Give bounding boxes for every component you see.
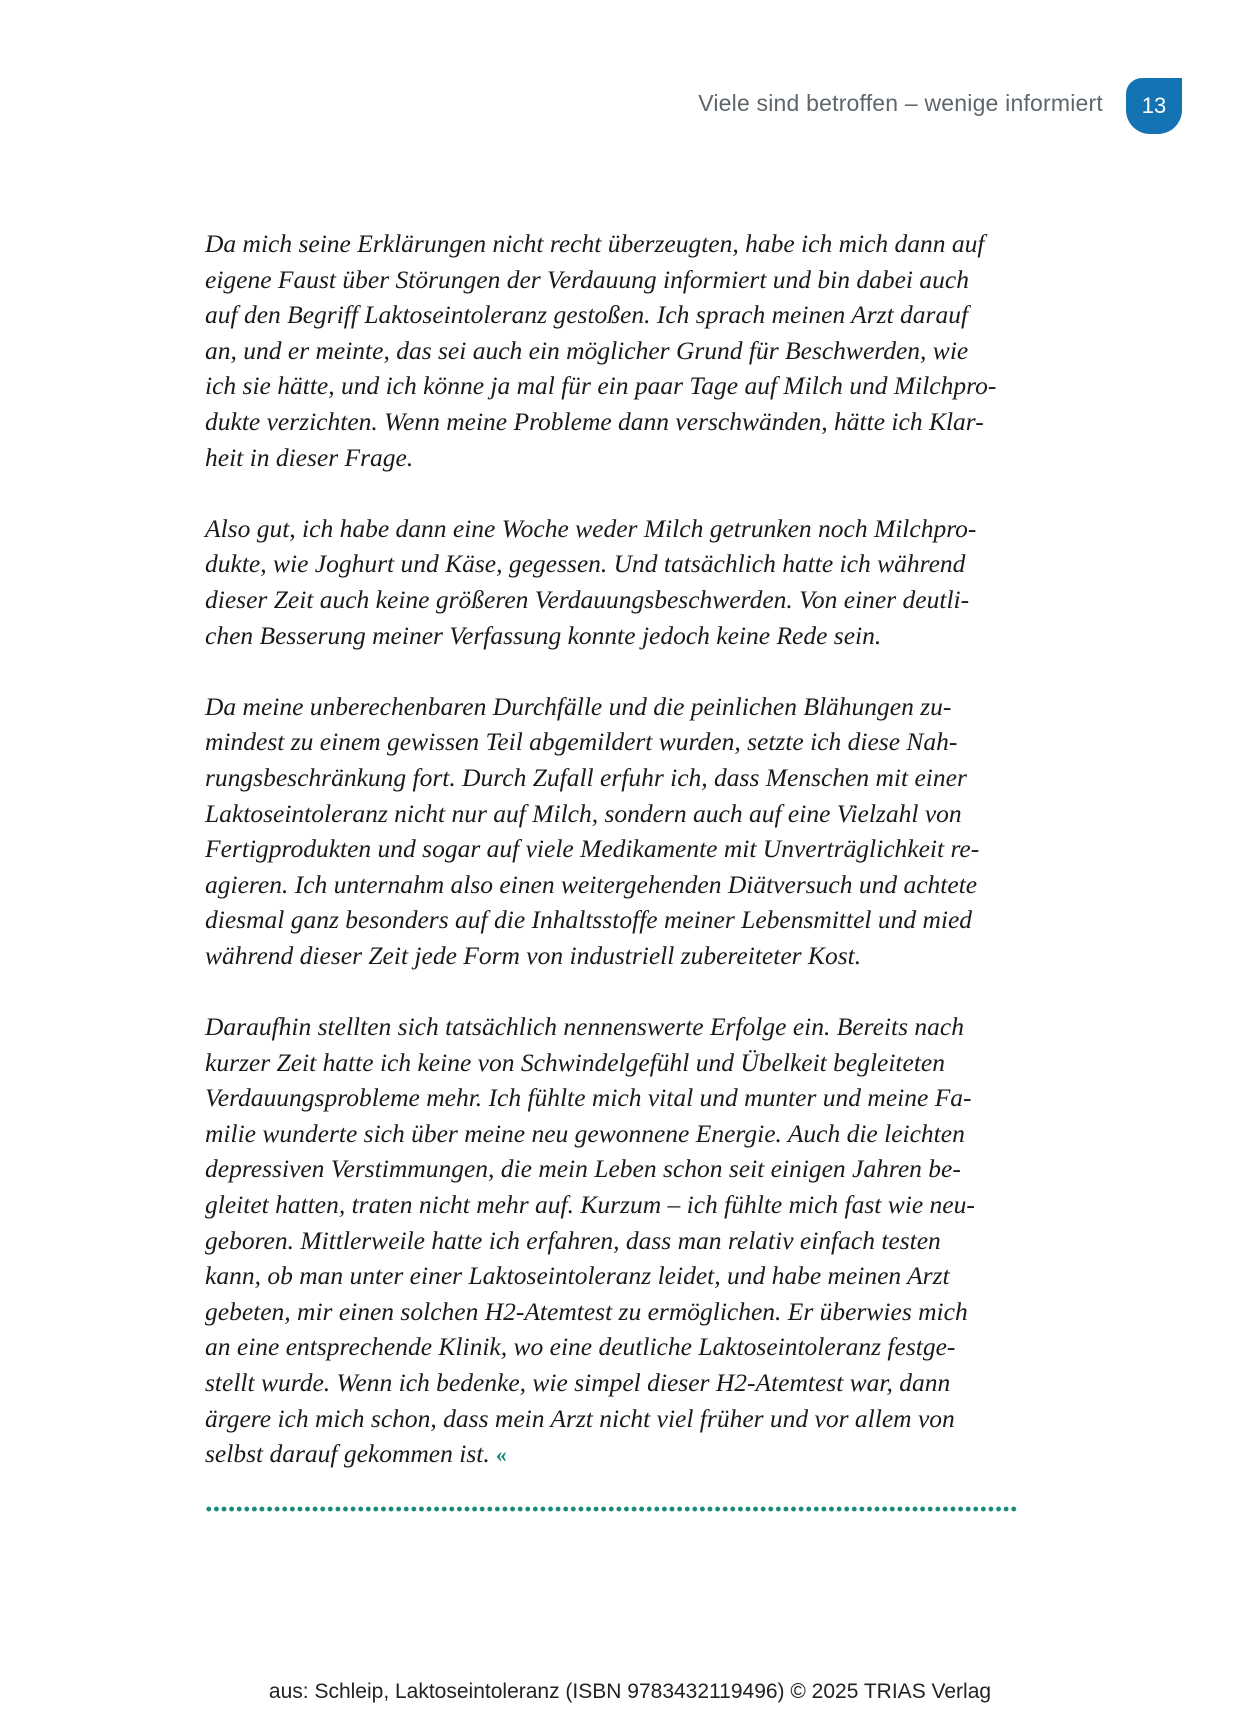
text-line: chen Besserung meiner Verfassung konnte jedoch keine Rede sein.: [205, 620, 882, 650]
text-line: mindest zu einem gewissen Teil abgemildert wurden, setzte ich diese Nah-: [205, 727, 958, 757]
text-line: dieser Zeit auch keine größeren Verdauungsbeschwerden. Von einer deutli-: [205, 584, 970, 614]
text-line: Daraufhin stellten sich tatsächlich nennenswerte Erfolge ein. Bereits nach: [205, 1012, 964, 1042]
dotted-divider: [205, 1506, 1017, 1512]
text-line: milie wunderte sich über meine neu gewonnene Energie. Auch die leichten: [205, 1118, 965, 1148]
text-line: gleitet hatten, traten nicht mehr auf. Kurzum – ich fühlte mich fast wie neu-: [205, 1190, 975, 1220]
text-line: Fertigprodukten und sogar auf viele Medikamente mit Unverträglichkeit re-: [205, 834, 980, 864]
text-line: rungsbeschränkung fort. Durch Zufall erfuhr ich, dass Menschen mit einer: [205, 762, 967, 792]
text-line: ärgere ich mich schon, dass mein Arzt nicht viel früher und vor allem von: [205, 1403, 955, 1433]
text-line: Da mich seine Erklärungen nicht recht überzeugten, habe ich mich dann auf: [205, 229, 985, 258]
text-line: Da meine unberechenbaren Durchfälle und die peinlichen Blähungen zu-: [205, 691, 952, 721]
page-number-badge: 13: [1126, 78, 1182, 134]
source-footer: aus: Schleip, Laktoseintoleranz (ISBN 9783432119496) © 2025 TRIAS Verlag: [268, 1680, 992, 1703]
text-line: agieren. Ich unternahm also einen weitergehenden Diätversuch und achtete: [205, 869, 978, 899]
text-line: auf den Begriff Laktoseintoleranz gestoßen. Ich sprach meinen Arzt darauf: [205, 300, 969, 330]
paragraph: [205, 1009, 1065, 1473]
text-line: dukte, wie Joghurt und Käse, gegessen. Und tatsächlich hatte ich während: [205, 549, 966, 579]
quote-body: [205, 226, 1065, 1508]
text-line: während dieser Zeit jede Form von industriell zubereiteter Kost.: [205, 940, 862, 970]
text-line: Laktoseintoleranz nicht nur auf Milch, sondern auch auf eine Vielzahl von: [205, 798, 962, 828]
text-line: an, und er meinte, das sei auch ein möglicher Grund für Beschwerden, wie: [205, 335, 969, 365]
text-line: Verdauungsprobleme mehr. Ich fühlte mich vital und munter und meine Fa-: [205, 1083, 972, 1113]
text-line: geboren. Mittlerweile hatte ich erfahren, dass man relativ einfach testen: [205, 1225, 941, 1255]
running-title: Viele sind betroffen – wenige informiert: [698, 90, 1103, 116]
text-line: dukte verzichten. Wenn meine Probleme dann verschwänden, hätte ich Klar-: [205, 406, 984, 436]
text-line: stellt wurde. Wenn ich bedenke, wie simpel dieser H2-Atemtest war, dann: [205, 1368, 951, 1397]
text-line: kann, ob man unter einer Laktoseintoleranz leidet, und habe meinen Arzt: [205, 1261, 950, 1291]
double-chevron-left-icon: «: [495, 1442, 507, 1468]
text-line: an eine entsprechende Klinik, wo eine deutliche Laktoseintoleranz festge-: [205, 1332, 956, 1362]
text-line: Also gut, ich habe dann eine Woche weder Milch getrunken noch Milchpro-: [205, 513, 977, 543]
text-line: kurzer Zeit hatte ich keine von Schwindelgefühl und Übelkeit begleiteten: [205, 1047, 945, 1077]
text-line: gebeten, mir einen solchen H2-Atemtest zu ermöglichen. Er überwies mich: [205, 1296, 968, 1326]
text-line: diesmal ganz besonders auf die Inhaltsstoffe meiner Lebensmittel und mied: [205, 905, 973, 935]
text-line: heit in dieser Frage.: [205, 442, 414, 472]
text-line: ich sie hätte, und ich könne ja mal für ein paar Tage auf Milch und Milchpro-: [205, 371, 997, 401]
text-line: selbst darauf gekommen ist. «: [205, 1439, 507, 1469]
paragraph: [205, 226, 1065, 475]
paragraph: [205, 511, 1065, 653]
text-line: eigene Faust über Störungen der Verdauung informiert und bin dabei auch: [205, 264, 969, 294]
paragraph: [205, 689, 1065, 974]
text-line: depressiven Verstimmungen, die mein Leben schon seit einigen Jahren be-: [205, 1154, 961, 1184]
